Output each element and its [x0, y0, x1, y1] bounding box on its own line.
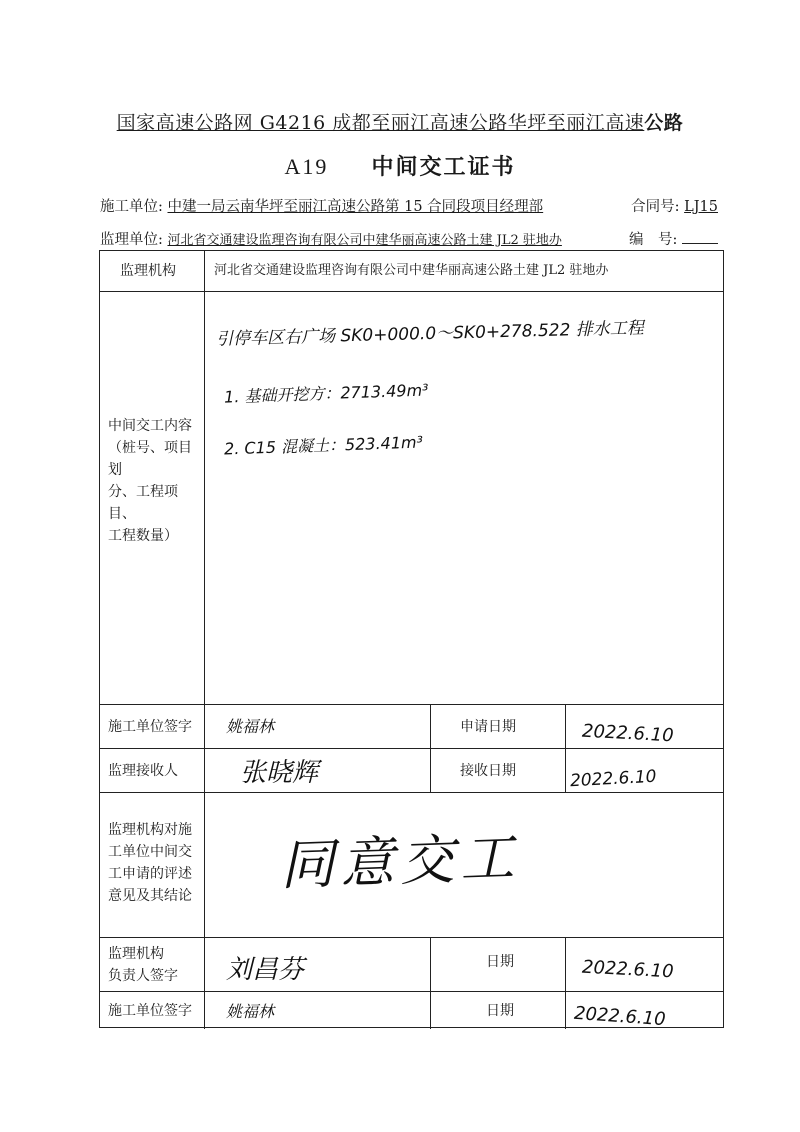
contractor-value: 中建一局云南华坪至丽江高速公路第 15 合同段项目经理部: [167, 199, 544, 215]
head-label-line: 负责人签字: [108, 968, 178, 984]
title-main: 国家高速公路网 G4216 成都至丽江高速公路华坪至丽江高速: [116, 112, 645, 134]
row-divider: [100, 748, 723, 749]
contractor-row: [100, 195, 718, 216]
document-title: [0, 108, 800, 135]
receiver-signature: 张晓辉: [240, 758, 319, 788]
serial-no: [629, 228, 718, 249]
contractor-sign-label: 施工单位签字: [108, 719, 192, 735]
certificate-table: [99, 250, 724, 1031]
content-label: [108, 415, 200, 547]
opinion-label-line: 工申请的评述: [108, 866, 192, 882]
supervisor-label: 监理单位:: [100, 232, 163, 248]
apply-date-label: 申请日期: [460, 719, 516, 735]
contract-no-label: 合同号:: [631, 199, 680, 215]
apply-date-value: 2022.6.10: [581, 720, 675, 747]
form-name: 中间交工证书: [371, 155, 516, 180]
col-divider: [430, 937, 431, 1029]
head-label-line: 监理机构: [108, 946, 164, 962]
opinion-label-line: 意见及其结论: [108, 888, 192, 904]
head-signature: 刘昌芬: [226, 955, 305, 985]
row-divider: [100, 792, 723, 793]
contract-no-value: LJ15: [684, 199, 718, 215]
receive-date-label: 接收日期: [460, 763, 516, 779]
opinion-label-line: 监理机构对施: [108, 822, 192, 838]
row-divider: [100, 991, 723, 992]
opinion-label: [108, 819, 202, 907]
head-label: [108, 943, 202, 987]
serial-label: 编 号:: [629, 232, 678, 248]
opinion-label-line: 工单位中间交: [108, 844, 192, 860]
contract-no: [631, 195, 718, 216]
form-code: A19: [284, 154, 329, 179]
content-line-1: 引停车区右广场 SK0+000.0～SK0+278.522 排水工程: [215, 318, 645, 350]
contractor-label: 施工单位:: [100, 199, 163, 215]
title-tail: 公路: [644, 112, 684, 134]
contractor-signature-2: 姚福林: [226, 1002, 275, 1021]
date-value-2: 2022.6.10: [573, 1002, 667, 1031]
receiver-label: 监理接收人: [108, 763, 178, 779]
content-line-2: 1. 基础开挖方：2713.49m³: [223, 380, 429, 407]
col-divider: [565, 704, 566, 792]
content-label-line: （桩号、项目划: [108, 440, 192, 478]
content-label-line: 工程数量）: [108, 528, 178, 544]
date-label-1: 日期: [486, 954, 514, 970]
contractor-signature: 姚福林: [226, 717, 275, 736]
contractor-sign-label-2: 施工单位签字: [108, 1003, 192, 1019]
content-label-line: 中间交工内容: [108, 418, 192, 434]
col-divider: [204, 251, 205, 1029]
receive-date-value: 2022.6.10: [569, 766, 657, 792]
content-line-3: 2. C15 混凝土：523.41m³: [223, 432, 424, 459]
row-divider: [100, 291, 723, 292]
supervisor-value: 河北省交通建设监理咨询有限公司中建华丽高速公路土建 JL2 驻地办: [167, 233, 562, 248]
serial-blank[interactable]: [682, 231, 718, 244]
opinion-handwriting: 同意交工: [279, 825, 522, 898]
org-value: 河北省交通建设监理咨询有限公司中建华丽高速公路土建 JL2 驻地办: [214, 263, 609, 278]
date-value-1: 2022.6.10: [581, 956, 675, 983]
content-label-line: 分、工程项目、: [108, 484, 178, 522]
org-label: 监理机构: [120, 263, 176, 279]
row-divider: [100, 937, 723, 938]
col-divider: [565, 937, 566, 1029]
col-divider: [430, 704, 431, 792]
supervisor-row: [100, 228, 718, 249]
date-label-2: 日期: [486, 1003, 514, 1019]
row-divider: [100, 704, 723, 705]
form-heading: [0, 150, 800, 181]
